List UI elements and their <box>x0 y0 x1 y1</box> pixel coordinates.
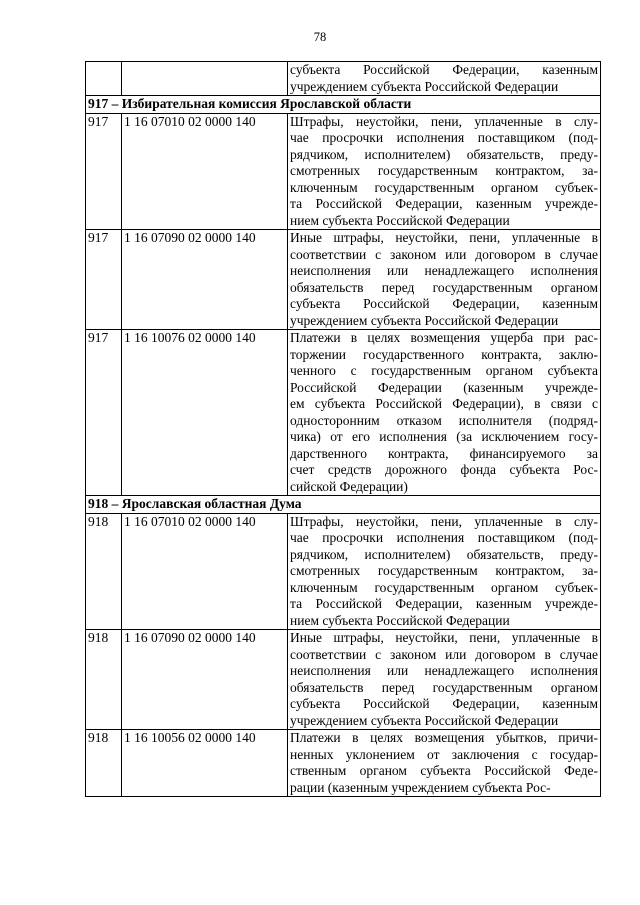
revenue-description-cell <box>288 230 601 330</box>
admin-code-cell: 918 <box>86 730 122 797</box>
admin-code-cell: 918 <box>86 513 122 630</box>
description-line: односторонним отказом исполнителя (подряд- <box>290 412 598 428</box>
budget-classification-code-cell: 1 16 07010 02 0000 140 <box>122 113 288 230</box>
budget-classification-code-cell: 1 16 10076 02 0000 140 <box>122 330 288 496</box>
budget-classification-code-cell: 1 16 07090 02 0000 140 <box>122 230 288 330</box>
revenue-description-cell <box>288 513 601 630</box>
section-header-row <box>86 96 601 114</box>
budget-classification-code-cell: 1 16 10056 02 0000 140 <box>122 730 288 797</box>
description-line: торжении государственного контракта, заклю- <box>290 346 598 362</box>
description-line: обязательств перед государственным органом <box>290 679 598 695</box>
description-line: учреждением субъекта Российской Федерации <box>290 78 559 94</box>
admin-code-cell: 917 <box>86 330 122 496</box>
description-line: ем субъекта Российской Федерации), в связи с <box>290 396 598 411</box>
description-line: учреждением субъекта Российской Федерации <box>290 312 559 328</box>
description-line: рядчиком, исполнителем) обязательств, преду- <box>290 546 598 562</box>
revenue-description-cell <box>288 113 601 230</box>
description-line: субъекта Российской Федерации, казенным <box>290 696 598 711</box>
admin-code-cell: 917 <box>86 230 122 330</box>
description-line: та Российской Федерации, казенным учрежде- <box>290 596 598 611</box>
description-line: ченного с государственным органом субъекта <box>290 363 598 378</box>
section-title: 918 – Ярославская областная Дума <box>86 496 601 514</box>
description-line: субъекта Российской Федерации, казенным <box>290 62 598 77</box>
description-line: чика) от его исполнения (за исключением госу- <box>290 429 598 444</box>
description-line: Российской Федерации (казенным учрежде- <box>290 379 598 395</box>
description-line: чае просрочки исполнения поставщиком (под- <box>290 530 598 545</box>
description-line: та Российской Федерации, казенным учрежде- <box>290 196 598 211</box>
description-line: соответствии с законом или договором в случае <box>290 646 598 662</box>
description-line: Иные штрафы, неустойки, пени, уплаченные в <box>290 230 598 245</box>
description-line: ственным органом субъекта Российской Феде- <box>290 763 598 778</box>
page-number: 78 <box>313 30 327 44</box>
description-line: Штрафы, неустойки, пени, уплаченные в слу- <box>290 113 598 129</box>
section-title: 917 – Избирательная комиссия Ярославской области <box>86 96 601 114</box>
description-line: ненных уклонением от заключения с государ- <box>290 746 598 762</box>
table-row <box>86 230 601 330</box>
description-line: Платежи в целях возмещения ущерба при рас- <box>290 330 598 345</box>
admin-code-cell: 918 <box>86 630 122 730</box>
section-header-row <box>86 496 601 514</box>
table-row <box>86 513 601 630</box>
table-body <box>86 62 601 797</box>
description-line: соответствии с законом или договором в случае <box>290 246 598 262</box>
revenue-description-cell <box>288 330 601 496</box>
description-line: учреждением субъекта Российской Федерации <box>290 712 559 728</box>
budget-classification-code-cell: 1 16 07010 02 0000 140 <box>122 513 288 630</box>
description-line: неисполнения или ненадлежащего исполнения <box>290 663 598 678</box>
table-row <box>86 730 601 797</box>
admin-code-cell: 917 <box>86 113 122 230</box>
description-line: сийской Федерации) <box>290 478 408 494</box>
admin-code-cell <box>86 62 122 96</box>
budget-classification-code-cell: 1 16 07090 02 0000 140 <box>122 630 288 730</box>
table-row <box>86 62 601 96</box>
description-line: ключенным государственным органом субъек- <box>290 179 598 195</box>
description-line: чае просрочки исполнения поставщиком (под- <box>290 130 598 145</box>
revenue-description-cell <box>288 730 601 797</box>
revenue-description-cell <box>288 62 601 96</box>
description-line: Иные штрафы, неустойки, пени, уплаченные в <box>290 630 598 645</box>
description-line: неисполнения или ненадлежащего исполнения <box>290 263 598 278</box>
description-line: нием субъекта Российской Федерации <box>290 612 510 628</box>
description-line: рядчиком, исполнителем) обязательств, преду- <box>290 146 598 162</box>
revenue-codes-table <box>85 61 601 797</box>
description-line: обязательств перед государственным органом <box>290 279 598 295</box>
table-row <box>86 113 601 230</box>
description-line: смотренных государственным контрактом, за- <box>290 563 598 578</box>
description-line: счет средств дорожного фонда субъекта Рос- <box>290 462 598 477</box>
description-line: ключенным государственным органом субъек- <box>290 579 598 595</box>
description-line: рации (казенным учреждением субъекта Рос- <box>290 779 551 795</box>
description-line: смотренных государственным контрактом, за- <box>290 163 598 178</box>
description-line: Платежи в целях возмещения убытков, причи- <box>290 730 598 745</box>
description-line: субъекта Российской Федерации, казенным <box>290 296 598 311</box>
table-row <box>86 630 601 730</box>
budget-classification-code-cell <box>122 62 288 96</box>
description-line: дарственного контракта, финансируемого за <box>290 445 598 461</box>
table-row <box>86 330 601 496</box>
description-line: Штрафы, неустойки, пени, уплаченные в слу- <box>290 513 598 529</box>
revenue-description-cell <box>288 630 601 730</box>
description-line: нием субъекта Российской Федерации <box>290 212 510 228</box>
